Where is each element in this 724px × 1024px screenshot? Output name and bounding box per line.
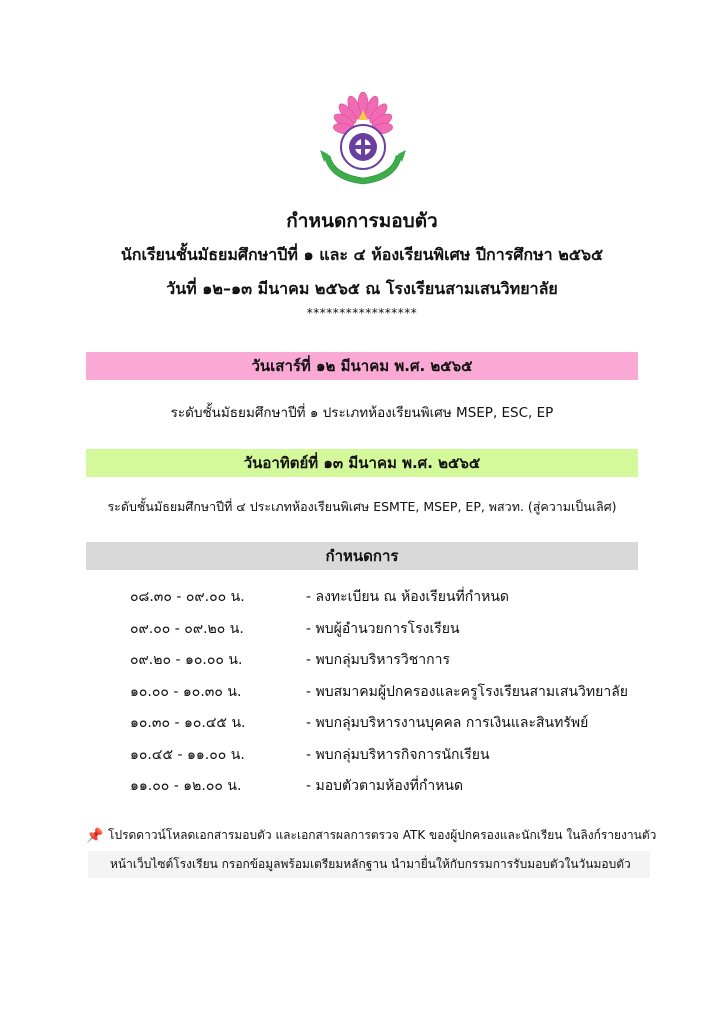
schedule-time: ๑๐.๐๐ - ๑๐.๓๐ น. (130, 683, 242, 700)
schedule-activity: - ลงทะเบียน ณ ห้องเรียนที่กำหนด (306, 589, 510, 605)
notice (86, 826, 706, 878)
schedule-heading: กำหนดการ (86, 542, 638, 570)
schedule-row (130, 681, 690, 713)
schedule-time: ๐๙.๒๐ - ๑๐.๐๐ น. (130, 652, 243, 668)
schedule-time: ๑๑.๐๐ - ๑๒.๐๐ น. (130, 778, 242, 794)
schedule-time: ๐๙.๐๐ - ๐๙.๒๐ น. (130, 620, 244, 637)
day2-detail: ระดับชั้นมัธยมศึกษาปีที่ ๔ ประเภทห้องเรียนพิเศษ ESMTE, MSEP, EP, พสวท. (สู่ความเป็นเลิศ) (107, 499, 617, 514)
schedule-time: ๐๘.๓๐ - ๐๙.๐๐ น. (130, 589, 245, 605)
schedule-row (130, 775, 690, 807)
dateline: วันที่ ๑๒–๑๓ มีนาคม ๒๕๖๕ ณ โรงเรียนสามเสนวิทยาลัย (166, 279, 558, 298)
schedule-row (130, 649, 690, 681)
day2-heading: วันอาทิตย์ที่ ๑๓ มีนาคม พ.ศ. ๒๕๖๕ (86, 449, 638, 477)
schedule-time: ๑๐.๓๐ - ๑๐.๔๕ น. (130, 715, 246, 731)
day1-detail: ระดับชั้นมัธยมศึกษาปีที่ ๑ ประเภทห้องเรียนพิเศษ MSEP, ESC, EP (170, 405, 554, 421)
page-title: กำหนดการมอบตัว (286, 210, 438, 232)
page-subtitle: นักเรียนชั้นมัธยมศึกษาปีที่ ๑ และ ๔ ห้องเรียนพิเศษ ปีการศึกษา ๒๕๖๕ (120, 245, 604, 264)
schedule-activity: - พบกลุ่มบริหารวิชาการ (306, 652, 450, 668)
schedule-activity: - พบผู้อำนวยการโรงเรียน (306, 620, 460, 637)
notice-line-1: โปรดดาวน์โหลดเอกสารมอบตัว และเอกสารผลการตรวจ ATK ของผู้ปกครองและนักเรียน ในลิงก์รายงานตัว (108, 828, 657, 842)
day1-heading: วันเสาร์ที่ ๑๒ มีนาคม พ.ศ. ๒๕๖๕ (86, 352, 638, 380)
schedule-row (130, 586, 690, 618)
schedule-activity: - พบกลุ่มบริหารงานบุคคล การเงินและสินทรัพย์ (306, 715, 589, 731)
divider-stars: ***************** (306, 306, 418, 320)
schedule-activity: - มอบตัวตามห้องที่กำหนด (306, 778, 464, 794)
notice-line-2: หน้าเว็บไซต์โรงเรียน กรอกข้อมูลพร้อมเตรียมหลักฐาน นำมายื่นให้กับกรรมการรับมอบตัวในวันมอบตัว (88, 851, 650, 878)
schedule-row (130, 712, 690, 744)
school-logo (318, 92, 408, 192)
schedule-activity: - พบสมาคมผู้ปกครองและครูโรงเรียนสามเสนวิทยาลัย (306, 683, 628, 700)
schedule-list (130, 586, 690, 807)
schedule-row (130, 618, 690, 650)
schedule-row (130, 744, 690, 776)
schedule-time: ๑๐.๔๕ - ๑๑.๐๐ น. (130, 746, 245, 763)
schedule-activity: - พบกลุ่มบริหารกิจการนักเรียน (306, 746, 490, 763)
pushpin-icon: 📌 (86, 827, 104, 844)
